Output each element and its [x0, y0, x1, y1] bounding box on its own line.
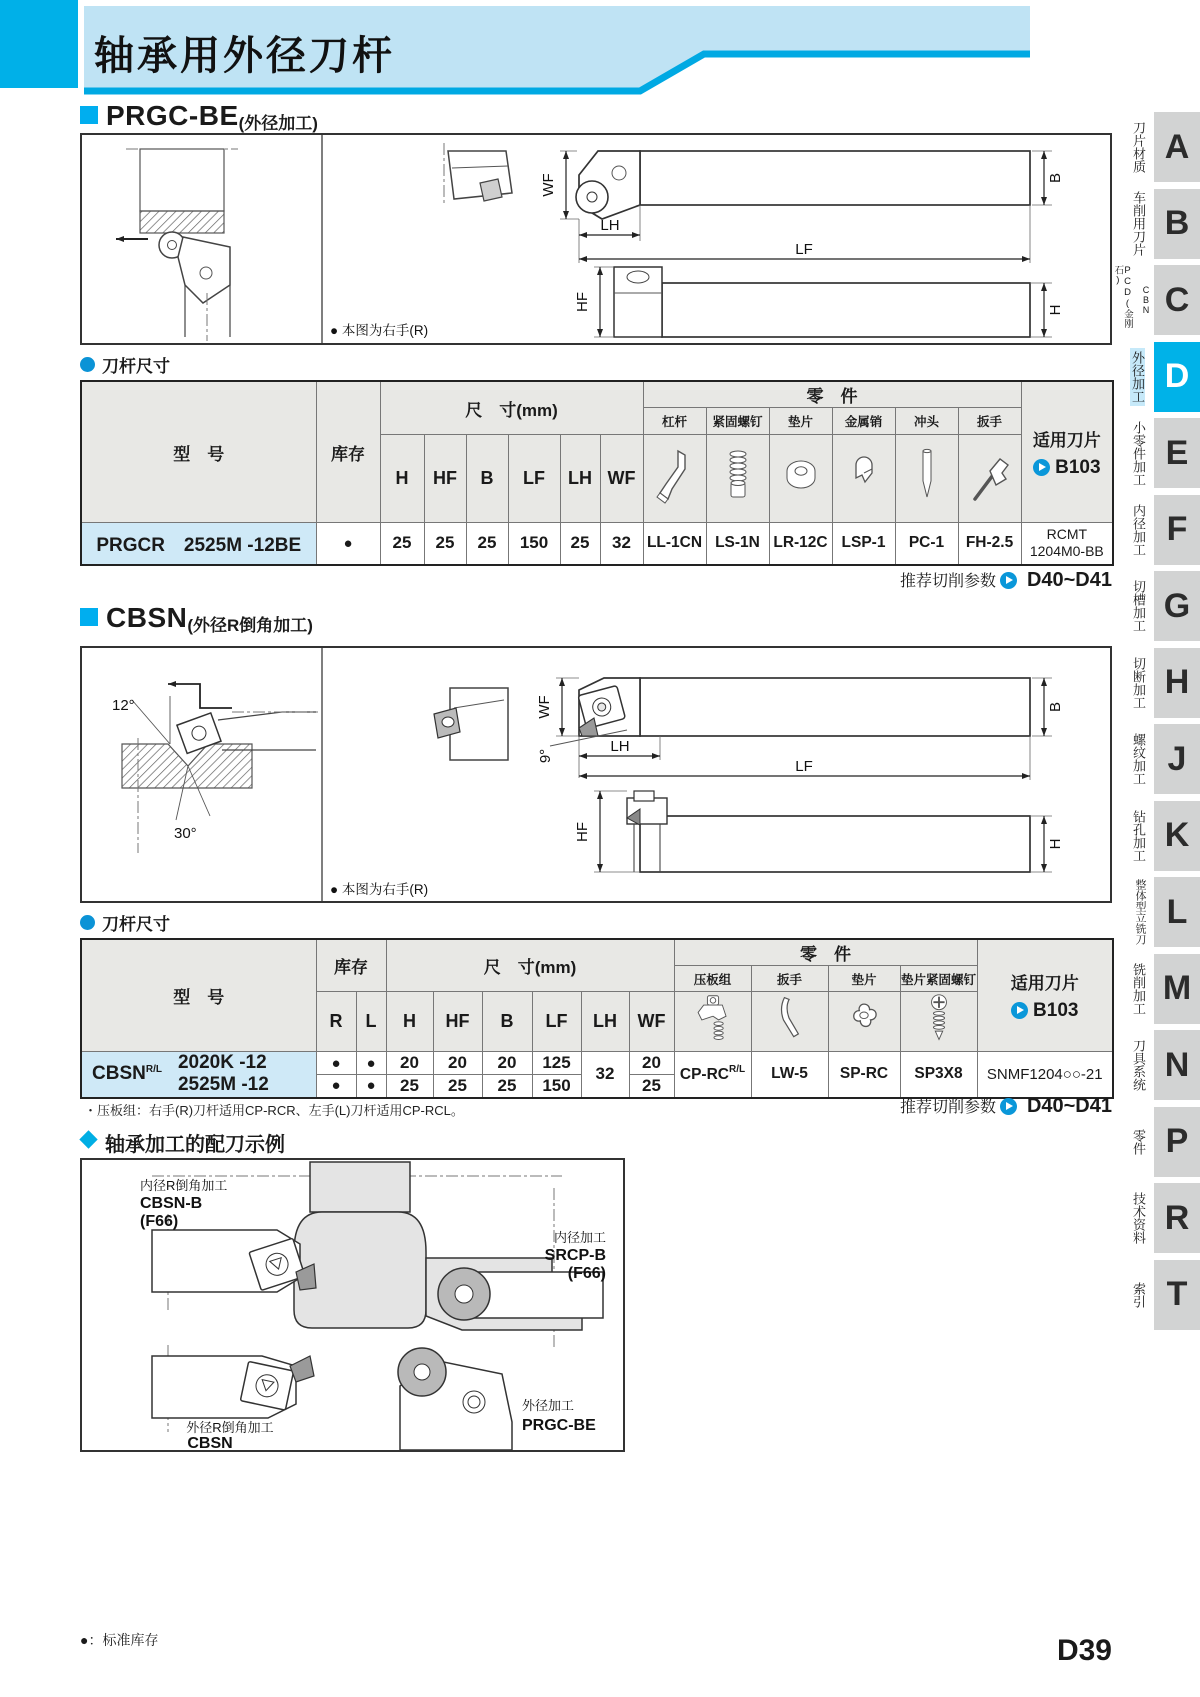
- dim-col-h: H: [380, 435, 424, 523]
- washer-icon: [769, 435, 832, 523]
- example-label-cbsn-b-ref: (F66): [140, 1213, 179, 1230]
- dim-label-lf: LF: [795, 758, 813, 775]
- table-row: [81, 1052, 1113, 1075]
- dim-label-lh: LH: [610, 738, 630, 755]
- dim-wf: 32: [600, 523, 643, 565]
- sidebar-tab-label: 切断加工: [1131, 656, 1146, 709]
- metal-pin-icon: [832, 435, 895, 523]
- circle-bullet-icon: [80, 357, 95, 372]
- right-hand-note: ● 本图为右手(R): [330, 882, 429, 897]
- sidebar-tab-letter: T: [1154, 1260, 1200, 1330]
- col-header-insert: [1021, 381, 1113, 523]
- cutting-params-ref-link[interactable]: D40~D41: [1026, 1095, 1112, 1117]
- sidebar-tab-letter: J: [1154, 724, 1200, 794]
- part-wrench: LW-5: [751, 1052, 828, 1098]
- dim-b: 25: [466, 523, 508, 565]
- part-col-washer: 垫片: [769, 408, 832, 435]
- sidebar-tab-letter: C: [1154, 265, 1200, 335]
- col-header-dims: 尺 寸(mm): [380, 381, 643, 435]
- col-header-stock: 库存: [316, 381, 380, 523]
- punch-icon: [895, 435, 958, 523]
- sidebar-tab-letter: R: [1154, 1183, 1200, 1253]
- col-header-dims: 尺 寸(mm): [386, 939, 674, 992]
- sidebar-tab-f[interactable]: [1113, 495, 1200, 565]
- sidebar-tab-m[interactable]: [1113, 954, 1200, 1024]
- sidebar-tab-n[interactable]: [1113, 1030, 1200, 1100]
- cutting-params-text: 推荐切削参数: [900, 1099, 997, 1116]
- dim-col-lh: LH: [581, 992, 629, 1052]
- stock-col-l: L: [356, 992, 386, 1052]
- dim-label-b: B: [1047, 701, 1064, 713]
- sidebar-tab-label: 外径加工: [1130, 348, 1145, 406]
- dim-col-lf: LF: [508, 435, 560, 523]
- example-label-cbsn-name: CBSN: [187, 1435, 233, 1450]
- page-title: 轴承用外径刀杆: [94, 34, 395, 78]
- clamp-set-footnote: ・压板组：右手(R)刀杆适用CP-RCR、左手(L)刀杆适用CP-RCL。: [84, 1103, 464, 1118]
- sidebar-tab-letter: P: [1154, 1107, 1200, 1177]
- sidebar-tab-letter: G: [1154, 571, 1200, 641]
- sidebar-tab-sublabel: CBN: [1141, 285, 1151, 315]
- model-cell: [81, 1052, 316, 1098]
- sidebar-tab-letter: F: [1154, 495, 1200, 565]
- sidebar-tab-label: 切槽加工: [1131, 580, 1146, 632]
- angle-label-30: 30°: [174, 825, 197, 842]
- part-shim-screw: SP3X8: [900, 1052, 977, 1098]
- dim-wf: 25: [629, 1075, 674, 1098]
- col-header-model: 型 号: [81, 939, 316, 1052]
- section-header-example: [80, 1128, 285, 1157]
- cutting-params-note-1: [80, 568, 1112, 592]
- dim-h: 25: [380, 523, 424, 565]
- part-col-shim-screw: 垫片紧固螺钉: [900, 966, 977, 992]
- dim-label-h: H: [1047, 838, 1064, 850]
- chapter-sidebar: [1113, 112, 1200, 1330]
- dim-hf: 25: [433, 1075, 482, 1098]
- sidebar-tab-t[interactable]: [1113, 1260, 1200, 1330]
- stock-cell: ●: [316, 523, 380, 565]
- arrow-link-icon: [1033, 459, 1050, 476]
- sidebar-tab-letter: H: [1154, 648, 1200, 718]
- cutting-params-ref-link[interactable]: D40~D41: [1026, 569, 1112, 591]
- insert-ref-link[interactable]: B103: [1033, 1000, 1079, 1021]
- part-shim: SP-RC: [828, 1052, 900, 1098]
- sidebar-tab-letter: L: [1154, 877, 1200, 947]
- sidebar-tab-l[interactable]: [1113, 877, 1200, 947]
- circle-bullet-icon: [80, 915, 95, 930]
- size-section-label: [80, 910, 170, 935]
- angle-label-12: 12°: [112, 697, 135, 714]
- dim-b: 20: [482, 1052, 532, 1075]
- dim-col-wf: WF: [600, 435, 643, 523]
- example-label-cbsn-b-name: CBSN-B: [140, 1195, 203, 1212]
- model-variant-1: 2020K -12: [177, 1052, 267, 1074]
- bearing-example-box: [80, 1158, 625, 1452]
- dim-label-hf: HF: [574, 292, 591, 312]
- sidebar-tab-g[interactable]: [1113, 571, 1200, 641]
- part-col-clamp-set: 压板组: [674, 966, 751, 992]
- model-cell: PRGCR 2525M -12BE: [81, 523, 316, 565]
- model-prefix: $CBSN^{R/L}$: [92, 1063, 162, 1085]
- dim-col-b: B: [482, 992, 532, 1052]
- stock-r-cell: ●: [316, 1075, 356, 1098]
- sidebar-tab-label: 车削用刀片: [1131, 191, 1146, 256]
- example-label-prgc-be-name: PRGC-BE: [522, 1417, 596, 1434]
- stock-legend: ●：标准库存: [80, 1632, 159, 1648]
- col-header-model: 型 号: [81, 381, 316, 523]
- section-title: CBSN: [106, 602, 188, 633]
- dim-h: 20: [386, 1052, 433, 1075]
- lever-icon: [643, 435, 706, 523]
- col-header-parts: 零 件: [674, 939, 977, 966]
- col-header-parts: 零 件: [643, 381, 1021, 408]
- dim-h: 25: [386, 1075, 433, 1098]
- dim-hf: 25: [424, 523, 466, 565]
- section-header-cbsn: [80, 602, 313, 636]
- sidebar-tab-label: PCD(金刚石): [1112, 265, 1133, 328]
- stock-l-cell: ●: [356, 1052, 386, 1075]
- sidebar-tab-label: 小零件加工: [1131, 420, 1146, 486]
- shim-screw-icon: [900, 992, 977, 1052]
- size-section-text: 刀杆尺寸: [102, 357, 170, 376]
- stock-l-cell: ●: [356, 1075, 386, 1098]
- section-title: PRGC-BE: [106, 100, 239, 131]
- cbsn-technical-drawing: [82, 648, 1110, 901]
- cbsn-spec-table: [80, 938, 1114, 1099]
- part-col-punch: 冲头: [895, 408, 958, 435]
- sidebar-tab-label: 内径加工: [1131, 503, 1146, 556]
- part-col-lever: 杠杆: [643, 408, 706, 435]
- sidebar-tab-label: 刀具系统: [1131, 1039, 1146, 1091]
- sidebar-tab-k[interactable]: [1113, 801, 1200, 871]
- part-col-shim: 垫片: [828, 966, 900, 992]
- bearing-example-diagram: [82, 1160, 623, 1450]
- sidebar-tab-j[interactable]: [1113, 724, 1200, 794]
- dim-col-hf: HF: [424, 435, 466, 523]
- dim-lf: 150: [508, 523, 560, 565]
- sidebar-tab-r[interactable]: [1113, 1183, 1200, 1253]
- dim-col-lh: LH: [560, 435, 600, 523]
- part-lever: LL-1CN: [643, 523, 706, 565]
- sidebar-tab-letter: B: [1154, 189, 1200, 259]
- stock-r-cell: ●: [316, 1052, 356, 1075]
- example-label-cbsn-b-type: 内径R倒角加工: [140, 1178, 228, 1193]
- part-wrench: FH-2.5: [958, 523, 1021, 565]
- section-square-icon: [80, 608, 98, 626]
- example-label-srcp-b-ref: (F66): [567, 1265, 606, 1282]
- part-metal-pin: LSP-1: [832, 523, 895, 565]
- dim-lf: 125: [532, 1052, 581, 1075]
- sidebar-tab-label: 技术资料: [1131, 1192, 1146, 1244]
- dim-label-hf: HF: [574, 822, 591, 842]
- section-subtitle: (外径加工): [238, 114, 318, 133]
- sidebar-tab-label: 螺纹加工: [1131, 733, 1146, 785]
- sidebar-tab-h[interactable]: [1113, 648, 1200, 718]
- insert-header-text: 适用刀片: [1032, 430, 1101, 450]
- sidebar-tab-label: 铣削加工: [1131, 962, 1146, 1015]
- dim-label-wf: WF: [540, 173, 557, 197]
- sidebar-tab-p[interactable]: [1113, 1107, 1200, 1177]
- sidebar-tab-d-active[interactable]: [1113, 342, 1200, 412]
- stock-col-r: R: [316, 992, 356, 1052]
- sidebar-tab-label: 零件: [1131, 1128, 1146, 1155]
- sidebar-tab-label: 索引: [1131, 1281, 1146, 1308]
- dim-lh-merged: 32: [581, 1052, 629, 1098]
- example-label-prgc-be-type: 外径加工: [522, 1398, 575, 1413]
- dim-col-b: B: [466, 435, 508, 523]
- prgc-spec-table: [80, 380, 1114, 566]
- sidebar-tab-c[interactable]: [1113, 265, 1200, 335]
- cutting-params-text: 推荐切削参数: [900, 573, 997, 590]
- clamp-set-icon: [674, 992, 751, 1052]
- arrow-link-icon: [1011, 1002, 1028, 1019]
- part-col-metal-pin: 金属销: [832, 408, 895, 435]
- dim-lh: 25: [560, 523, 600, 565]
- cutting-params-note-2: [80, 1094, 1112, 1118]
- sidebar-tab-label: 刀片材质: [1131, 121, 1146, 173]
- sidebar-tab-letter: E: [1154, 418, 1200, 488]
- dim-col-lf: LF: [532, 992, 581, 1052]
- col-header-insert: [977, 939, 1113, 1052]
- hex-wrench-icon: [751, 992, 828, 1052]
- insert-line1: RCMT: [1046, 526, 1088, 543]
- insert-cell: SNMF1204○○-21: [977, 1052, 1113, 1098]
- sidebar-tab-label: 钻孔加工: [1131, 809, 1146, 862]
- arrow-link-icon: [1000, 572, 1017, 589]
- sidebar-tab-letter: N: [1154, 1030, 1200, 1100]
- sidebar-tab-letter: K: [1154, 801, 1200, 871]
- dim-col-wf: WF: [629, 992, 674, 1052]
- dim-label-h: H: [1047, 304, 1064, 316]
- example-label-srcp-b-name: SRCP-B: [544, 1247, 606, 1264]
- angle-label-9: 9°: [537, 748, 554, 764]
- part-clamp-screw: LS-1N: [706, 523, 769, 565]
- part-col-clamp-screw: 紧固螺钉: [706, 408, 769, 435]
- part-clamp-set: $CP-RC^{R/L}$: [674, 1052, 751, 1098]
- insert-header-text: 适用刀片: [1010, 974, 1079, 993]
- section-header-prgc-be: [80, 100, 318, 134]
- example-title: 轴承加工的配刀示例: [105, 1134, 285, 1156]
- corner-accent-block: [0, 0, 78, 88]
- dim-col-h: H: [386, 992, 433, 1052]
- dim-label-lf: LF: [795, 241, 813, 258]
- prgc-be-technical-drawing: [82, 135, 1110, 343]
- insert-cell: [1021, 523, 1113, 565]
- example-label-cbsn-type: 外径R倒角加工: [186, 1420, 274, 1435]
- shim-icon: [828, 992, 900, 1052]
- sidebar-tab-letter: D: [1154, 342, 1200, 412]
- page-number: D39: [1056, 1634, 1112, 1667]
- size-section-text: 刀杆尺寸: [102, 915, 170, 934]
- model-variant-2: 2525M -12: [177, 1074, 269, 1096]
- size-section-label: [80, 352, 170, 377]
- prgc-be-drawing-box: [80, 133, 1112, 345]
- right-hand-note: ● 本图为右手(R): [330, 323, 429, 338]
- part-washer: LR-12C: [769, 523, 832, 565]
- sidebar-tab-a[interactable]: [1113, 112, 1200, 182]
- sidebar-tab-label: 整体型立铣刀: [1134, 879, 1146, 945]
- dim-label-lh: LH: [600, 217, 620, 234]
- arrow-link-icon: [1000, 1098, 1017, 1115]
- section-subtitle: (外径R倒角加工): [187, 616, 313, 635]
- dim-b: 25: [482, 1075, 532, 1098]
- diamond-bullet-icon: [79, 1130, 97, 1148]
- sidebar-tab-letter: M: [1154, 954, 1200, 1024]
- section-square-icon: [80, 106, 98, 124]
- dim-label-b: B: [1047, 172, 1064, 184]
- clamp-screw-icon: [706, 435, 769, 523]
- col-header-stock: 库存: [316, 939, 386, 992]
- table-row: [81, 523, 1113, 565]
- dim-col-hf: HF: [433, 992, 482, 1052]
- insert-ref-link[interactable]: B103: [1055, 456, 1101, 478]
- insert-line2: 1204M0-BB: [1029, 543, 1104, 560]
- sidebar-tab-e[interactable]: [1113, 418, 1200, 488]
- dim-lf: 150: [532, 1075, 581, 1098]
- sidebar-tab-letter: A: [1154, 112, 1200, 182]
- part-col-wrench: 扳手: [958, 408, 1021, 435]
- dim-wf: 20: [629, 1052, 674, 1075]
- dim-label-wf: WF: [536, 695, 553, 719]
- wrench-icon: [958, 435, 1021, 523]
- part-col-wrench: 扳手: [751, 966, 828, 992]
- example-label-srcp-b-type: 内径加工: [553, 1230, 606, 1245]
- cbsn-drawing-box: [80, 646, 1112, 903]
- dim-hf: 20: [433, 1052, 482, 1075]
- part-punch: PC-1: [895, 523, 958, 565]
- sidebar-tab-b[interactable]: [1113, 189, 1200, 259]
